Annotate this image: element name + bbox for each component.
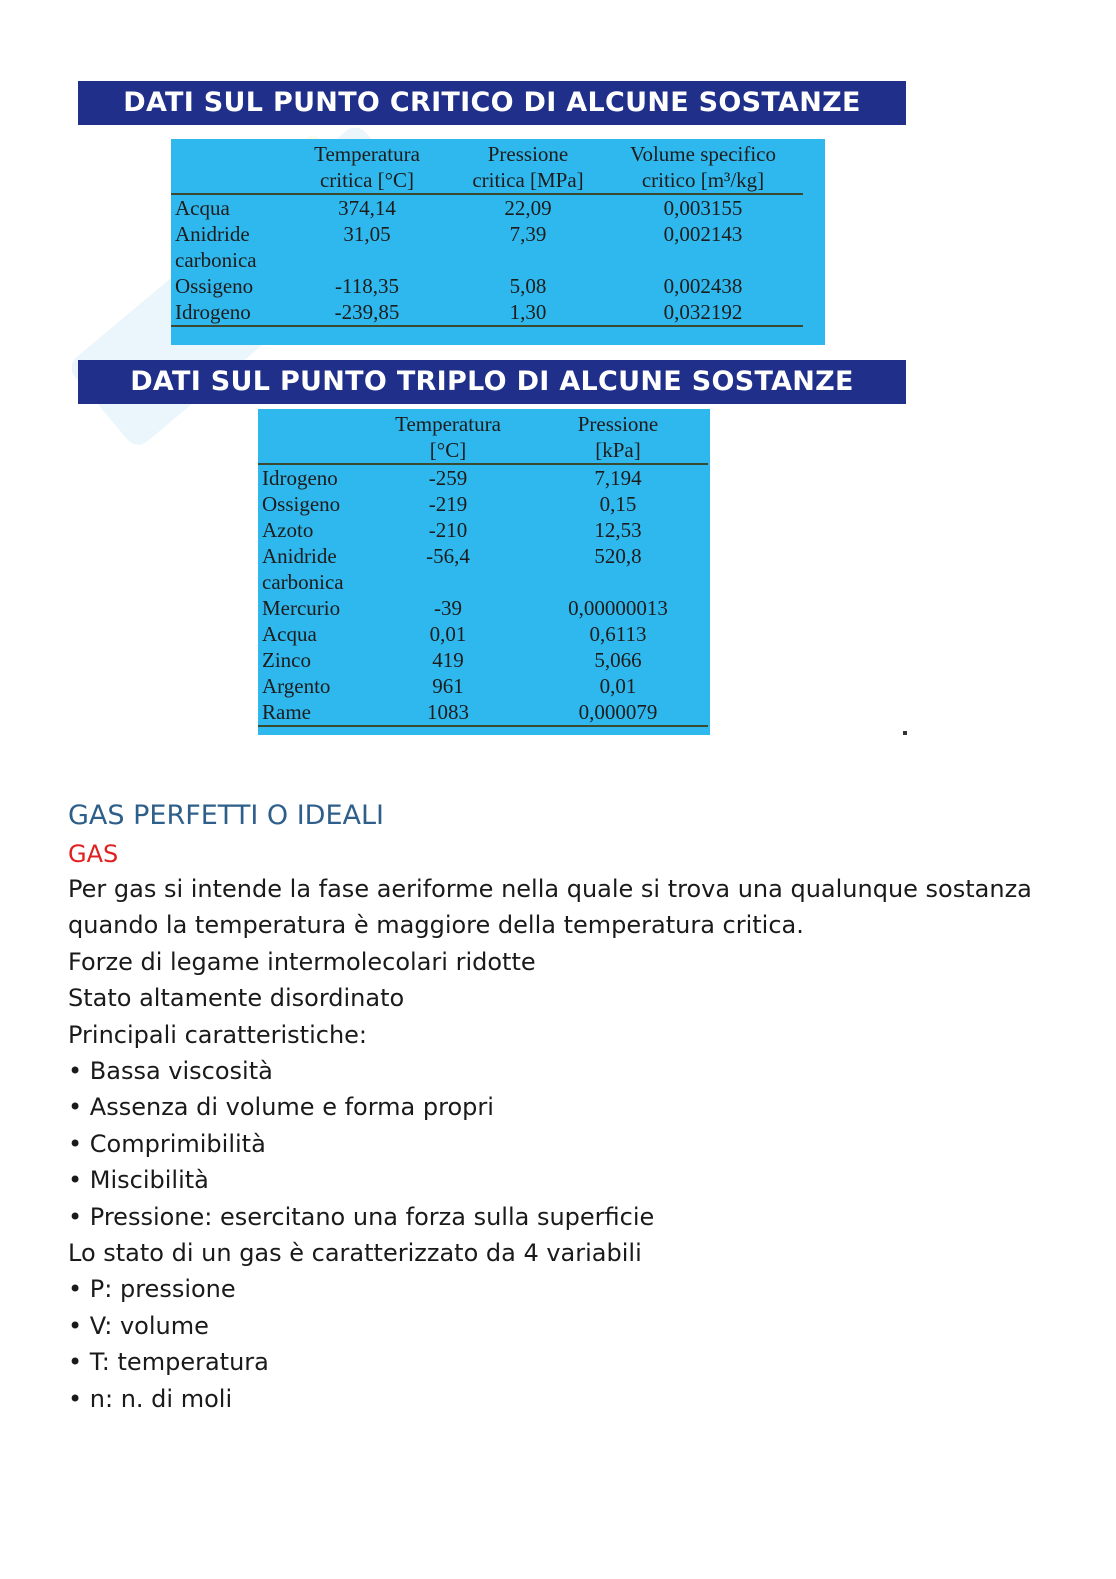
triple-point-table	[258, 409, 710, 735]
list-item: • Assenza di volume e forma propri	[68, 1093, 494, 1122]
list-item: • V: volume	[68, 1311, 209, 1340]
list-item: • Pressione: esercitano una forza sulla superficie	[68, 1202, 655, 1231]
table-row: Acqua 0,01 0,6113	[262, 622, 647, 646]
table-row: Idrogeno -239,85 1,30 0,032192	[171, 299, 803, 326]
list-item: • T: temperatura	[68, 1348, 269, 1377]
text-line: Per gas si intende la fase aeriforme nella quale si trova una qualunque sostanza	[68, 875, 1032, 903]
header-pressure: Pressione [kPa]	[528, 411, 708, 464]
header-volume: Volume specifico critico [m³/kg]	[603, 141, 803, 194]
table-row: Azoto -210 12,53	[262, 518, 642, 542]
header-temperature: Temperatura [°C]	[368, 411, 528, 464]
body-text	[68, 871, 1032, 1417]
list-item: • P: pressione	[68, 1275, 236, 1304]
table-row: Rame 1083 0,000079	[258, 699, 708, 726]
text-line: Forze di legame intermolecolari ridotte	[68, 947, 536, 976]
text-line: quando la temperatura è maggiore della temperatura critica.	[68, 911, 804, 940]
table-row: Anidride carbonica -56,4 520,8	[262, 544, 642, 594]
list-item: • Comprimibilità	[68, 1129, 266, 1158]
section-heading: GAS PERFETTI O IDEALI	[68, 800, 384, 831]
header-pressure: Pressione critica [MPa]	[453, 141, 603, 194]
critical-point-table	[171, 139, 825, 345]
list-item: • Miscibilità	[68, 1166, 209, 1195]
table-header-row	[171, 141, 803, 194]
text-line: Lo stato di un gas è caratterizzato da 4 variabili	[68, 1239, 642, 1268]
table-header-row	[258, 411, 708, 464]
triple-point-title: DATI SUL PUNTO TRIPLO DI ALCUNE SOSTANZE	[78, 360, 906, 404]
critical-point-title: DATI SUL PUNTO CRITICO DI ALCUNE SOSTANZE	[78, 81, 906, 125]
table-row: Ossigeno -118,35 5,08 0,002438	[175, 274, 743, 298]
list-item: • n: n. di moli	[68, 1384, 233, 1413]
table-row: Acqua 374,14 22,09 0,003155	[175, 196, 743, 220]
header-temperature: Temperatura critica [°C]	[281, 141, 453, 194]
list-item: • Bassa viscosità	[68, 1057, 273, 1086]
text-line: Principali caratteristiche:	[68, 1020, 368, 1049]
table-row: Argento 961 0,01	[262, 674, 637, 698]
text-line: Stato altamente disordinato	[68, 984, 405, 1013]
table-row: Mercurio -39 0,00000013	[262, 596, 668, 620]
section-subheading: GAS	[68, 840, 119, 868]
table-row: Ossigeno -219 0,15	[262, 492, 637, 516]
stray-dot	[903, 731, 907, 735]
table-row: Anidride carbonica 31,05 7,39 0,002143	[175, 222, 743, 272]
table-row: Zinco 419 5,066	[262, 648, 642, 672]
table-row: Idrogeno -259 7,194	[262, 466, 642, 490]
